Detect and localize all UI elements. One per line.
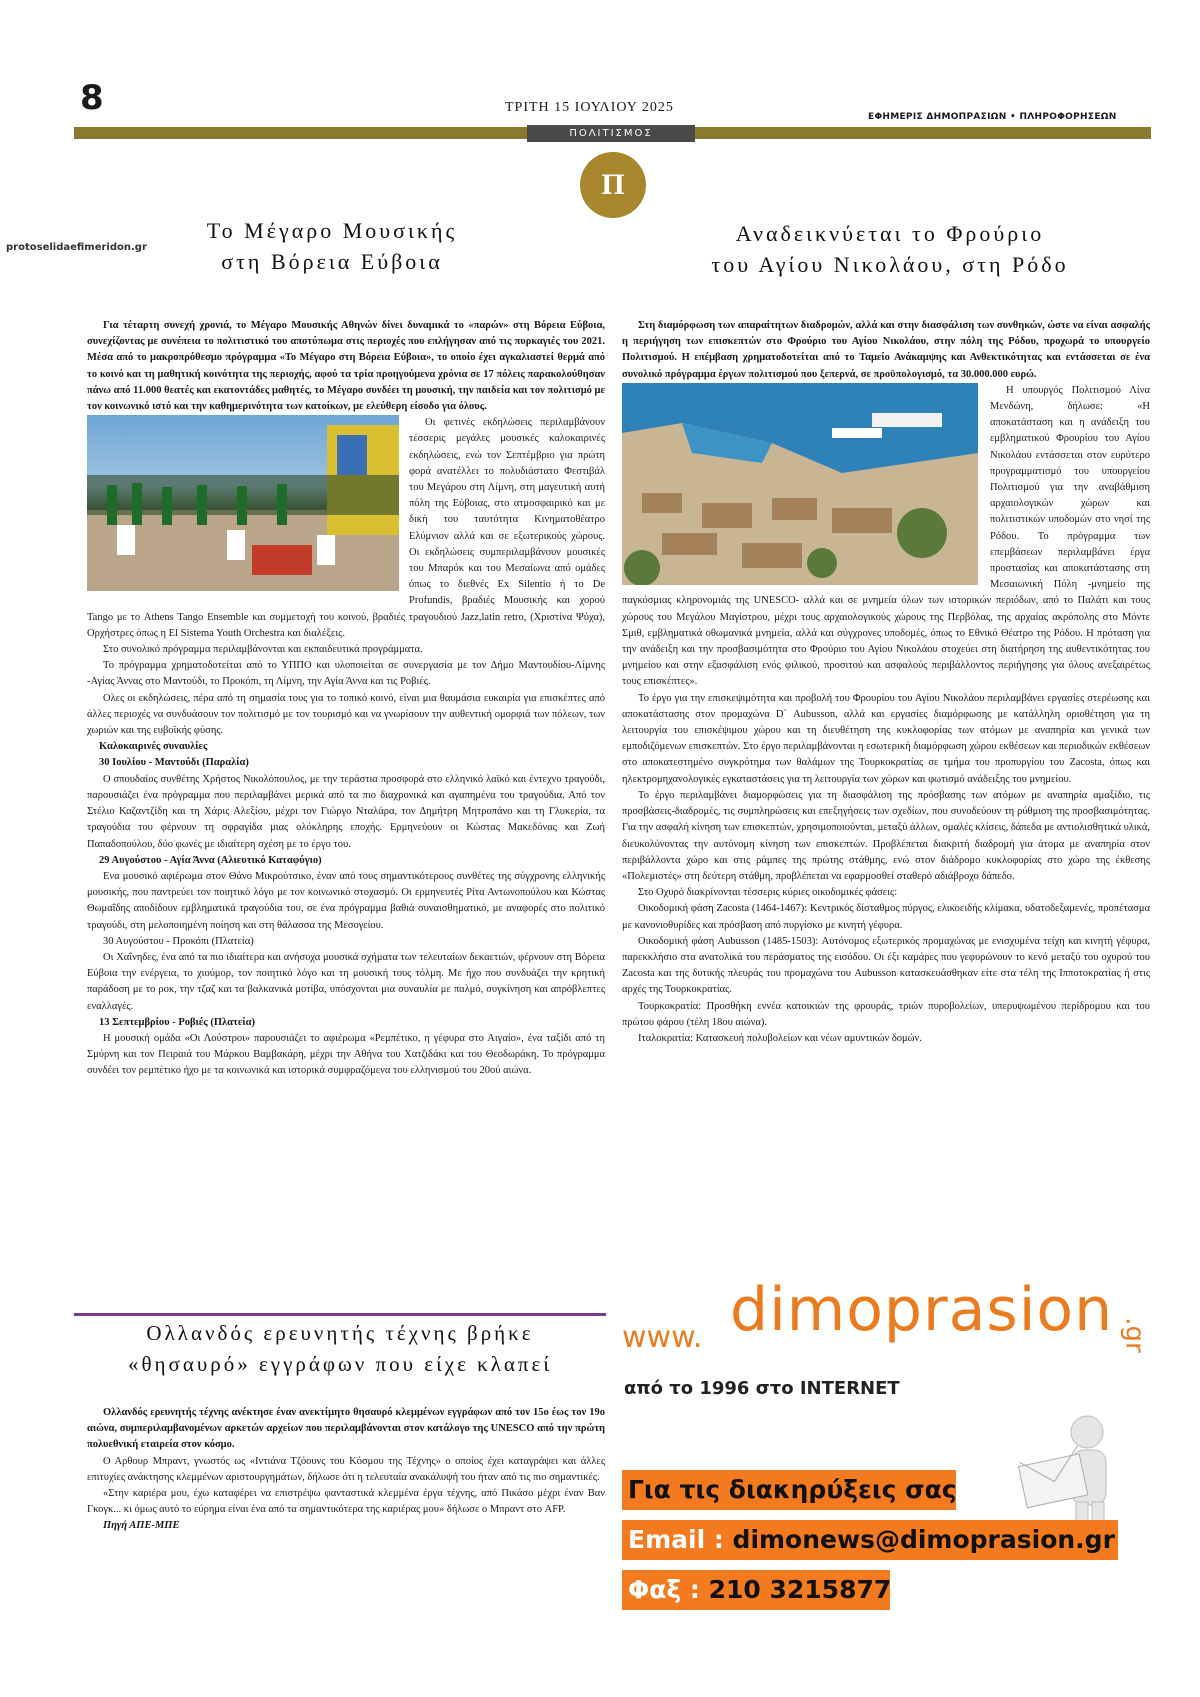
article3-lead: Ολλανδός ερευνητής τέχνης ανέκτησε έναν ανεκτίμητο θησαυρό κλεμμένων εγγράφων από τον 15ο έως τον 19ο αιώνα, συμπεριλαμβανομένων αρκετών αρχείων που περιλαμβάνονται στον κατάλογο της UNESCO από την πρώτη πολυεθνική εταιρεία στον κόσμο.: [87, 1407, 605, 1451]
article2-p6: Οικοδομική φάση Aubusson (1485-1503): Αυτόνομος εξωτερικός προμαχώνας με ενισχυμένα τείχη και κινητή γέφυρα, παρεκκλήσιο στα ανατολικά του περάσματος της εισόδου. Οι έξι καμάρες που γεφυρώνουν το κενό μεταξύ του οχυρού του Zacosta και της δυτικής πλευράς του προμαχώνα του Aubusson κατασκευάσθηκαν είτε στα τέλη της Ιπποτοκρατίας ή στις αρχές της Τουρκοκρατίας.: [622, 935, 1150, 996]
column-icon: Π: [580, 152, 646, 218]
article3-body: [87, 1405, 605, 1535]
article1-p1: Οι φετινές εκδηλώσεις περιλαμβάνουν τέσσερις μεγάλες μουσικές καλοκαιρινές εκδηλώσεις, ενώ τον Σεπτέμβριο για πρώτη φορά ανατέλλει το πολυδιάστατο Φεστιβάλ του Μεγάρου στη Λίμνη, στη μαγευτική αυτή πόλη της Εύβοιας, στο ατμοσφαιρικό και με δική του ταυτότητα Κινηματοθέατρο Ελύμνιον αλλά και σε εξωτερικούς χώρους. Οι εκδηλώσεις συμπεριλαμβάνουν μουσικές του Μπαρόκ και του Μεσαίωνα από ομάδες όπως το διεθνές Ex Silentio ή το De Profundis, βραδιές Μουσικής και χορού Tango με το Athens Tango Ensemble και συμμετοχή του κοινού, βραδιές τραγουδιού Jazz,latin retro, (Χριστίνα Ψύχα), Ορχήστρες όπως η El Sistema Youth Orchestra και διαλέξεις.: [87, 417, 605, 639]
article3-p2: «Στην καριέρα μου, έχω καταφέρει να επιστρέψω φανταστικά κλεμμένα έργα τέχνης, από Πικάσο μέχρι έναν Βαν Γκογκ... κι όμως αυτό το εύρημα είναι ένα από τα σημαντικότερα της καριέρας μου» δήλωσε ο Μπραντ στο AFP.: [87, 1488, 605, 1516]
concert-photo: [87, 415, 399, 591]
ad-fax-number: 210 3215877: [699, 1575, 892, 1604]
article1-lead: Για τέταρτη συνεχή χρονιά, το Μέγαρο Μουσικής Αθηνών δίνει δυναμικά το «παρών» στη Βόρεια Εύβοια, συνεχίζοντας με συνέπεια το πολιτιστικό του αποτύπωμα στις περιοχές που επλήγησαν από τις πυρκαγιές του 2021. Μέσα από το μακροπρόθεσμο πρόγραμμα «Το Μέγαρο στη Βόρεια Εύβοια», το οποίο έχει αγκαλιαστεί θερμά από το κοινό και τη μαθητική κοινότητα της περιοχής, αφού τα τρία προηγούμενα χρόνια σε 17 πόλεις παρακολούθησαν πάνω από 11.000 θεατές και εκατοντάδες μαθητές, το Μέγαρο συνδέει τη μουσική, την παιδεία και τον πολιτισμό με τον κοινωνικό ιστό και την καθημερινότητα των κατοίκων, με ελεύθερη είσοδο για όλους.: [87, 320, 605, 413]
article1-title-line2: στη Βόρεια Εύβοια: [221, 249, 443, 274]
article1-subheading: Καλοκαιρινές συναυλίες: [99, 741, 208, 753]
divider-line: [74, 1313, 606, 1316]
article2-title-line1: Αναδεικνύεται το Φρούριο: [735, 221, 1045, 246]
ad-brand: dimoprasion: [730, 1275, 1114, 1345]
article1-p3: Το πρόγραμμα χρηματοδοτείται από το ΥΠΠΟ και υλοποιείται σε συνεργασία με τον Δήμο Μαντουδίου-Λίμνης -Αγίας Άννας στο Μαντούδι, το Προκόπι, τη Λίμνη, την Αγία Άννα και τις Ροβιές.: [87, 660, 605, 688]
concert-photo-graphic: [87, 415, 399, 591]
article3-title-line1: Ολλανδός ερευνητής τέχνης βρήκε: [146, 1321, 534, 1345]
article1-title: [172, 215, 492, 277]
article2-p8: Ιταλοκρατία: Κατασκευή πολυβολείων και νέων αμυντικών δομών.: [638, 1032, 922, 1044]
article1-date4: 13 Σεπτεμβρίου - Ροβιές (Πλατεία): [99, 1016, 255, 1028]
article3-source: Πηγή ΑΠΕ-ΜΠΕ: [103, 1520, 180, 1532]
article2-title-line2: του Αγίου Νικολάου, στη Ρόδο: [711, 252, 1069, 277]
article2-lead: Στη διαμόρφωση των απαραίτητων διαδρομών, αλλά και στην διασφάλιση των συνθηκών, ώστε να είναι ασφαλής η περιήγηση των επισκεπτών στο Φρούριο του Αγίου Νικολάου, στην πόλη της Ρόδου, προχωρά το υπουργείο Πολιτισμού. Η επέμβαση χρηματοδοτείται από το Ταμείο Ανάκαμψης και Ανθεκτικότητας και εντάσσεται σε ένα συνολικό πρόγραμμα έργων πολιτισμού που ξεπερνά, σε προϋπολογισμό, τα 30.000.000 ευρώ.: [622, 320, 1150, 380]
article3-title-line2: «θησαυρό» εγγράφων που είχε κλαπεί: [128, 1352, 552, 1376]
article2-title: [660, 218, 1120, 280]
article1-date1: 30 Ιουλίου - Μαντούδι (Παραλία): [99, 757, 249, 769]
rhodes-harbor-photo: [622, 383, 978, 585]
article1-date2: 29 Αυγούστου - Αγία Άννα (Αλιευτικό Καταφύγιο): [99, 854, 322, 866]
article2-p2: Το έργο για την επισκεψιμότητα και προβολή του Φρουρίου του Αγίου Νικολάου περιλαμβάνει εργασίες στερέωσης και αποκατάστασης στον προμαχώνα D΄ Aubusson, αλλά και εργασίες διαμόρφωσης με κατάλληλη οριοθέτηση για τη λειτουργία του επισκέψιμου χώρου και τη διευθέτηση της κυκλοφορίας των ατόμων με αναπηρία και γενικά των εμποδιζόμενων επισκεπτών. Στο έργο περιλαμβάνονται η εσωτερική διαμόρφωση χώρου εκθέσεων και περιοδικών εκθέσεων στο αποκατεστημένο συγκρότημα των θαλάμων της Τουρκοκρατίας σε τμήμα του προπυργίου του Zacosta, όπως και ηλεκτρομηχανολογικές εγκαταστάσεις για τη λειτουργία των χώρων και φωτισμό ανάδειξης του μνημείου.: [622, 692, 1150, 785]
article1-date3: 30 Αυγούστου - Προκόπι (Πλατεία): [103, 935, 254, 947]
article1-p5: Ο σπουδαίος συνθέτης Χρήστος Νικολόπουλος, με την τεράστια προσφορά στο ελληνικό λαϊκό και έντεχνο τραγούδι, παρουσιάζει ένα πρόγραμμα που περιλαμβάνει μερικά από τα πιο διαχρονικά και αγαπημένα του τραγούδια. Από τον Στέλιο Καζαντζίδη και τη Χάρις Αλεξίου, μέχρι τον Γιώργο Νταλάρα, τον Δημήτρη Μητροπάνο και τη Γλυκερία, τα τραγούδια του φέρνουν τη σφραγίδα μιας ολόκληρης εποχής. Ερμηνεύουν οι Κώστας Μακεδόνας και Ζωή Παπαδοπούλου, δύο φωνές με ιδιαίτερη σχέση με το έργο του.: [87, 773, 605, 850]
article1-title-line1: Το Μέγαρο Μουσικής: [206, 218, 458, 243]
article2-p1: Η υπουργός Πολιτισμού Λίνα Μενδώνη, δήλωσε: «Η αποκατάσταση και η ανάδειξη του εμβληματικού Φρουρίου του Αγίου Νικολάου εντάσσεται στον ευρύτερο προγραμματισμό του υπουργείου Πολιτισμού για την αναβάθμιση αρχαιολογικών χώρων και πολιτιστικών υποδομών στο νησί της Ρόδου. Το πρόγραμμα των επεμβάσεων περιλαμβάνει έργα προστασίας και αποκατάστασης στη Μεσαιωνική Πόλη -μνημείο της παγκόσμιας κληρονομιάς της UNESCO- αλλά και σε μνημεία όλων των ιστορικών περιόδων, από το Παλάτι και τους χώρους του Μεγάλου Μαγίστρου, μέχρι τους αρχαιολογικούς χώρους της Περβόλας, της αρχαίας ακρόπολης στο Μόντε Σμιθ, εμβληματικά οθωμανικά μνημεία, αλλά και σύγχρονες υποδομές, όπως το Εθνικό Θέατρο της Ρόδου. Η πρόταση για την ανάδειξη και την προσβασιμότητα στο Φρούριο του Αγίου Νικολάου στοχεύει στη διατήρηση της αυθεντικότητας του μνημείου και στην εξασφάλιση ενός φιλικού, προσιτού και ασφαλούς περιβάλλοντος περιήγησης για όλους ανεξαιρέτως τους επισκέπτες».: [622, 384, 1150, 688]
article2-p4: Στο Οχυρό διακρίνονται τέσσερις κύριες οικοδομικές φάσεις:: [638, 887, 898, 899]
article1-p7: Οι Χαΐνηδες, ένα από τα πιο ιδιαίτερα και ανήσυχα μουσικά σχήματα των τελευταίων δεκαετιών, φέρνουν στη Βόρεια Εύβοια την ενέργεια, το χιούμορ, τον ποιητικό λόγο και τη μουσική τους τόλμη. Με ήχο που συνδυάζει την κρητική παράδοση με το ροκ, την τζαζ και τα βαλκανικά μοτίβα, υπόσχονται μια συναυλία με παλμό, συγκίνηση και απρόβλεπτες εναλλαγές.: [87, 951, 605, 1012]
dimoprasion-ad[interactable]: [622, 1275, 1152, 1620]
article1-body: [87, 318, 605, 1080]
article3-p1: Ο Αρθουρ Μπραντ, γνωστός ως «Ιντιάνα Τζόουνς του Κόσμου της Τέχνης» ο οποίος έχει καταγράψει και άλλες επιτυχίες ανάκτησης κλεμμένων αριστουργημάτων, δήλωσε ότι η τελευταία ανακάλυψή του ήταν από τις πιο σημαντικές.: [87, 1455, 605, 1483]
article1-p8: Η μουσική ομάδα «Οι Λούστροι» παρουσιάζει το αφιέρωμα «Ρεμπέτικο, η γέφυρα στο Αιγαίο», ένα ταξίδι από τη Σμύρνη και τον Πειραιά του Μάρκου Βαμβακάρη, μέχρι την Αθήνα του Χατζιδάκι και του Θεοδωράκη. Το πρόγραμμα συνδέει τον ρεμπέτικο ήχο με τα κοινωνικά και ιστορικά συμφραζόμενα του ελληνισμού του 20ού αιώνα.: [87, 1032, 605, 1077]
ad-line1: Για τις διακηρύξεις σας: [622, 1470, 956, 1510]
article2-body: [622, 318, 1150, 1047]
ad-email-address[interactable]: dimonews@dimoprasion.gr: [723, 1525, 1115, 1554]
ad-fax-label: Φαξ :: [628, 1575, 700, 1604]
ad-fax: [622, 1570, 890, 1610]
ad-email[interactable]: [622, 1520, 1118, 1560]
rhodes-harbor-graphic: [622, 383, 978, 585]
ad-www: www.: [622, 1320, 703, 1355]
article2-p7: Τουρκοκρατία: Προσθήκη εννέα κατοικιών της φρουράς, τριών πυροβολείων, υπερυψωμένου περίδρομου και του πρώτου φάρου (τέλη 18ου αιώνα).: [622, 1000, 1150, 1028]
article3-title: [80, 1318, 600, 1380]
page-number: 8: [80, 78, 104, 118]
issue-date: ΤΡΙΤΗ 15 ΙΟΥΛΙΟΥ 2025: [505, 100, 674, 115]
ad-email-label: Email :: [628, 1525, 724, 1554]
masthead: ΕΦΗΜΕΡΙΣ ΔΗΜΟΠΡΑΣΙΩΝ • ΠΛΗΡΟΦΟΡΗΣΕΩΝ: [868, 112, 1117, 122]
article1-p6: Ενα μουσικό αφιέρωμα στον Θάνο Μικρούτσικο, έναν από τους σημαντικότερους συνθέτες της σύγχρονης ελληνικής μουσικής, που παντρεύει τον ποιητικό λόγο με τον κοινωνικό στοχασμό. Οι ερμηνευτές Ρίτα Αντωνοπούλου και Κώστας Θωμαΐδης αποδίδουν εμβληματικά τραγούδια του, σε ένα πρόγραμμα βαθιά συναισθηματικό, με αναφορές στο πολιτικό τραγούδι, στη μελοποιημένη ποίηση και στη θάλασσα της Μεσογείου.: [87, 870, 605, 931]
article2-p3: Το έργο περιλαμβάνει διαμορφώσεις για τη διασφάλιση της πρόσβασης των ατόμων με αναπηρία αμαξίδιο, τις προσβάσεις-διαδρομές, τις συμπληρώσεις και επεξηγήσεις των σχεδίων, που συνοδεύουν τη ρύθμιση της προσβασιμότητας. Για την ασφαλή κίνηση των επισκεπτών, χρησιμοποιούνται, μεταξύ άλλων, ομαλές κλίσεις, δάπεδα με αντιολισθητικά υλικά, διευκολύνοντας την αυτόνομη κίνηση των επισκεπτών. Προβλέπεται διακριτή διαδρομή για άτομα με αναπηρία στον περιβάλλοντα χώρο και στις ράμπες της πρώτης στάθμης, ενώ στον διάδρομο κυκλοφορίας στο χώρο της έκθεσης «Πολεμιστές» στη δεύτερη στάθμη, προβλέπεται να εφαρμοσθεί σταθερό αδιάβροχο δάπεδο.: [622, 789, 1150, 882]
ad-since: από το 1996 στο INTERNET: [624, 1378, 900, 1399]
article2-p5: Οικοδομική φάση Zacosta (1464-1467): Κεντρικός δίσταθμος πύργος, ελικοειδής κλίμακα, υδατοδεξαμενές, προπέτασμα με κανονιοθυρίδες και πρόσβαση από πυργίσκο με κινητή γέφυρα.: [622, 903, 1150, 931]
ad-tld: .gr: [1119, 1317, 1150, 1353]
section-label: ΠΟΛΙΤΙΣΜΟΣ: [527, 125, 695, 142]
article1-p2: Στο συνολικό πρόγραμμα περιλαμβάνονται και εκπαιδευτικά προγράμματα.: [103, 644, 423, 656]
article1-p4: Ολες οι εκδηλώσεις, πέρα από τη σημασία τους για το τοπικό κοινό, είναι μια θαυμάσια ευκαιρία για επισκέπτες από άλλες περιοχές να συνδυάσουν τον πολιτισμό με τον τουρισμό και να γνωρίσουν την αυθεντική ομορφιά των πόλεων, των χωριών και της ευβοϊκής φύσης.: [87, 692, 605, 737]
site-watermark: protoselidaefimeridon.gr: [6, 242, 147, 253]
